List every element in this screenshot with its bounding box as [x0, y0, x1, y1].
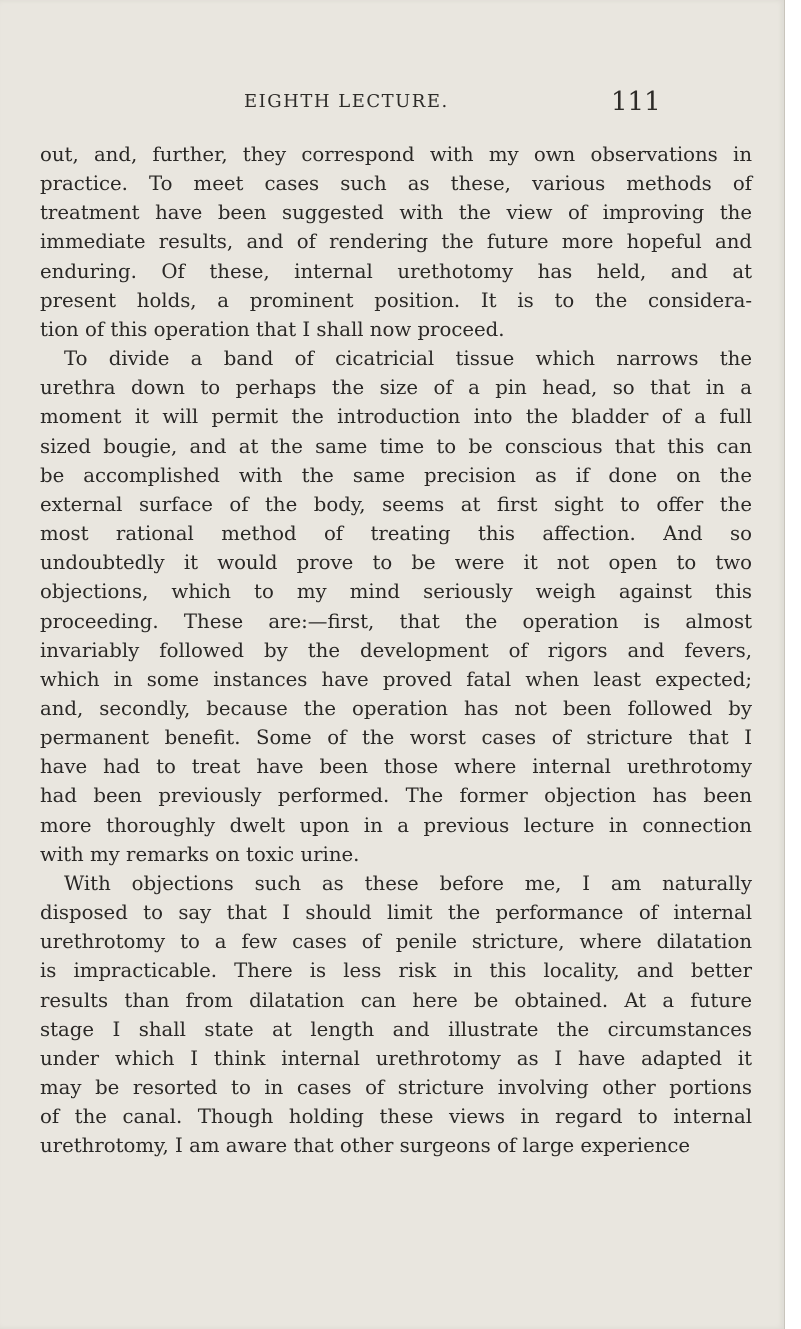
- text-line: objections, which to my mind seriously weigh against this: [40, 580, 752, 604]
- body-text: [40, 140, 752, 1160]
- running-title: EIGHTH LECTURE.: [244, 91, 449, 112]
- text-line: present holds, a prominent position. It is to the considera-: [40, 288, 752, 312]
- text-line: invariably followed by the development of rigors and fevers,: [40, 638, 752, 662]
- text-line: may be resorted to in cases of stricture involving other portions: [40, 1076, 752, 1099]
- text-line: results than from dilatation can here be obtained. At a future: [40, 988, 752, 1012]
- text-line: stage I shall state at length and illustrate the circumstances: [40, 1017, 752, 1041]
- paragraph-3: [40, 869, 752, 1161]
- text-line: undoubtedly it would prove to be were it not open to two: [40, 551, 752, 575]
- text-line: with my remarks on toxic urine.: [40, 842, 360, 866]
- text-line: urethrotomy to a few cases of penile stricture, where dilatation: [40, 930, 752, 954]
- text-line: is impracticable. There is less risk in this locality, and better: [40, 959, 752, 983]
- paragraph-1: [40, 140, 752, 344]
- page-margin-background: [785, 0, 801, 1329]
- text-line: out, and, further, they correspond with my own observations in: [40, 143, 752, 166]
- running-header: [0, 87, 785, 131]
- paragraph-2: [40, 344, 752, 869]
- page-number: 111: [611, 87, 661, 117]
- text-line: have had to treat have been those where internal urethrotomy: [40, 755, 752, 779]
- text-line: which in some instances have proved fatal when least expected;: [40, 667, 752, 691]
- text-line: practice. To meet cases such as these, various methods of: [40, 172, 752, 196]
- text-line: treatment have been suggested with the view of improving the: [40, 201, 752, 225]
- text-line: proceeding. These are:—first, that the operation is almost: [40, 609, 752, 633]
- text-line: moment it will permit the introduction into the bladder of a full: [40, 405, 752, 429]
- text-line: more thoroughly dwelt upon in a previous lecture in connection: [40, 813, 752, 837]
- text-line: disposed to say that I should limit the performance of internal: [40, 901, 752, 925]
- text-line: of the canal. Though holding these views in regard to internal: [40, 1105, 752, 1129]
- text-line: tion of this operation that I shall now proceed.: [40, 317, 505, 341]
- text-line: be accomplished with the same precision as if done on the: [40, 463, 752, 487]
- text-line: enduring. Of these, internal urethotomy has held, and at: [40, 259, 752, 283]
- text-line: permanent benefit. Some of the worst cases of stricture that I: [40, 726, 752, 750]
- text-line: most rational method of treating this affection. And so: [40, 522, 752, 546]
- text-line: immediate results, and of rendering the future more hopeful and: [40, 230, 752, 254]
- text-line: urethra down to perhaps the size of a pin head, so that in a: [40, 376, 752, 400]
- text-line: under which I think internal urethrotomy as I have adapted it: [40, 1046, 752, 1070]
- text-line: With objections such as these before me, I am naturally: [64, 871, 752, 895]
- text-line: To divide a band of cicatricial tissue which narrows the: [64, 347, 752, 371]
- text-line: urethrotomy, I am aware that other surgeons of large experience: [40, 1134, 691, 1158]
- text-line: sized bougie, and at the same time to be conscious that this can: [40, 434, 752, 458]
- text-line: had been previously performed. The former objection has been: [40, 784, 752, 808]
- text-line: external surface of the body, seems at first sight to offer the: [40, 492, 752, 516]
- text-line: and, secondly, because the operation has not been followed by: [40, 696, 752, 720]
